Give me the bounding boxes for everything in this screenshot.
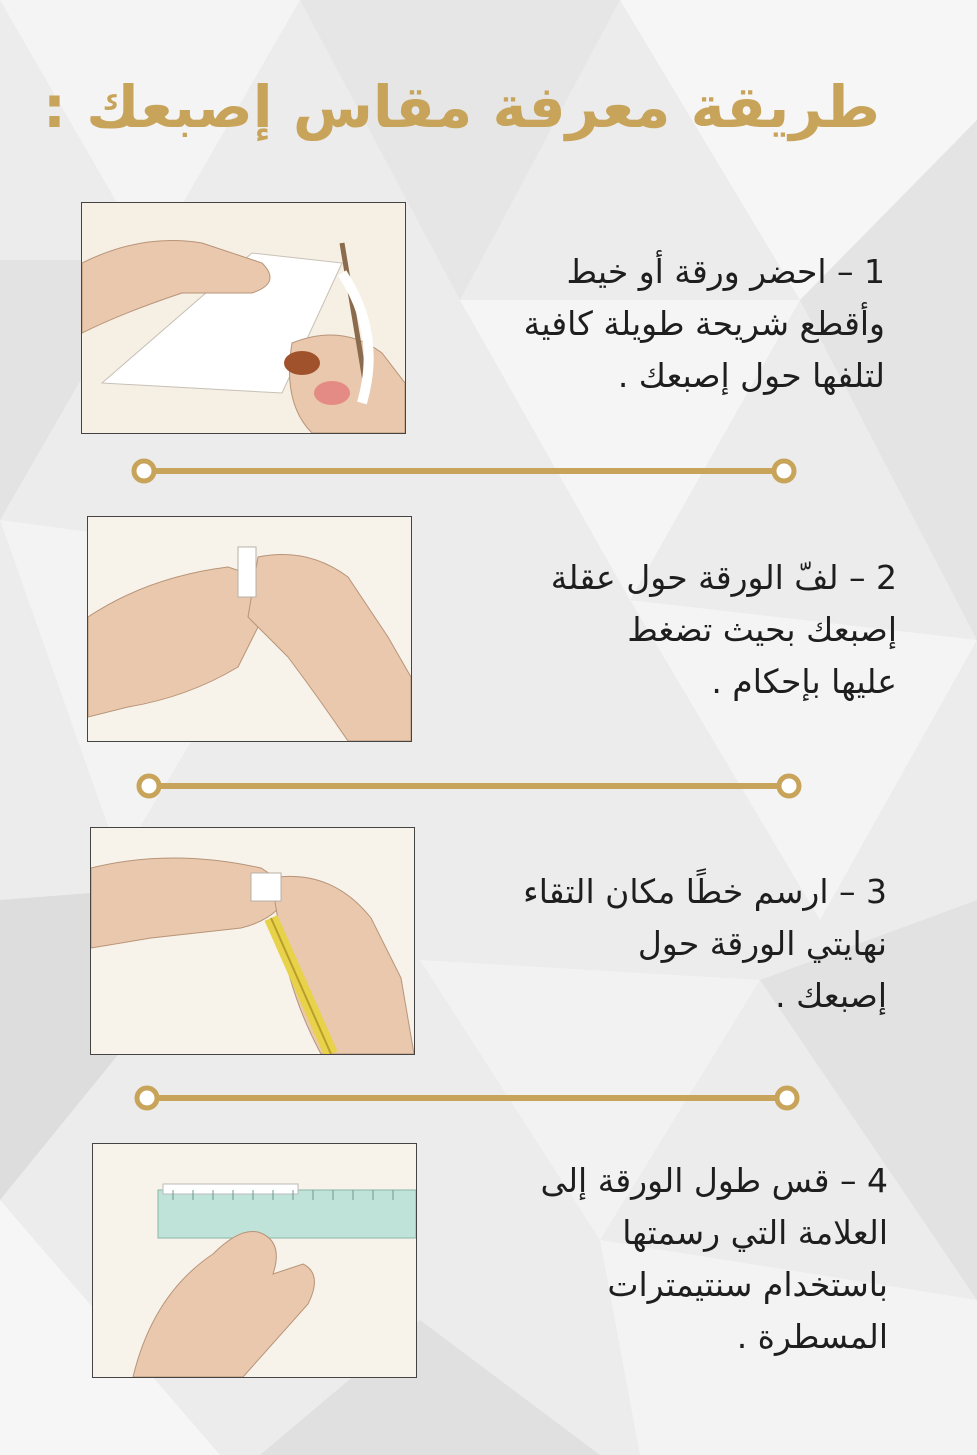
step-3-text: 3 – ارسم خطًا مكان التقاء نهايتي الورقة حول إصبعك . xyxy=(523,872,887,1015)
step-2-text: 2 – لفّ الورقة حول عقلة إصبعك بحيث تضغط عليها بإحكام . xyxy=(550,558,897,701)
step-1-image xyxy=(81,202,406,434)
step-2-image xyxy=(87,516,412,742)
step-4-text: 4 – قس طول الورقة إلى العلامة التي رسمتها باستخدام سنتيمترات المسطرة . xyxy=(540,1161,888,1356)
page-title: طريقة معرفة مقاس إصبعك : xyxy=(42,73,880,141)
step-divider-1 xyxy=(128,456,800,486)
step-divider-2 xyxy=(133,771,805,801)
step-4-image xyxy=(92,1143,417,1378)
step-3-image xyxy=(90,827,415,1055)
step-1-text: 1 – احضر ورقة أو خيط وأقطع شريحة طويلة كافية لتلفها حول إصبعك . xyxy=(523,252,885,395)
step-divider-3 xyxy=(131,1083,803,1113)
